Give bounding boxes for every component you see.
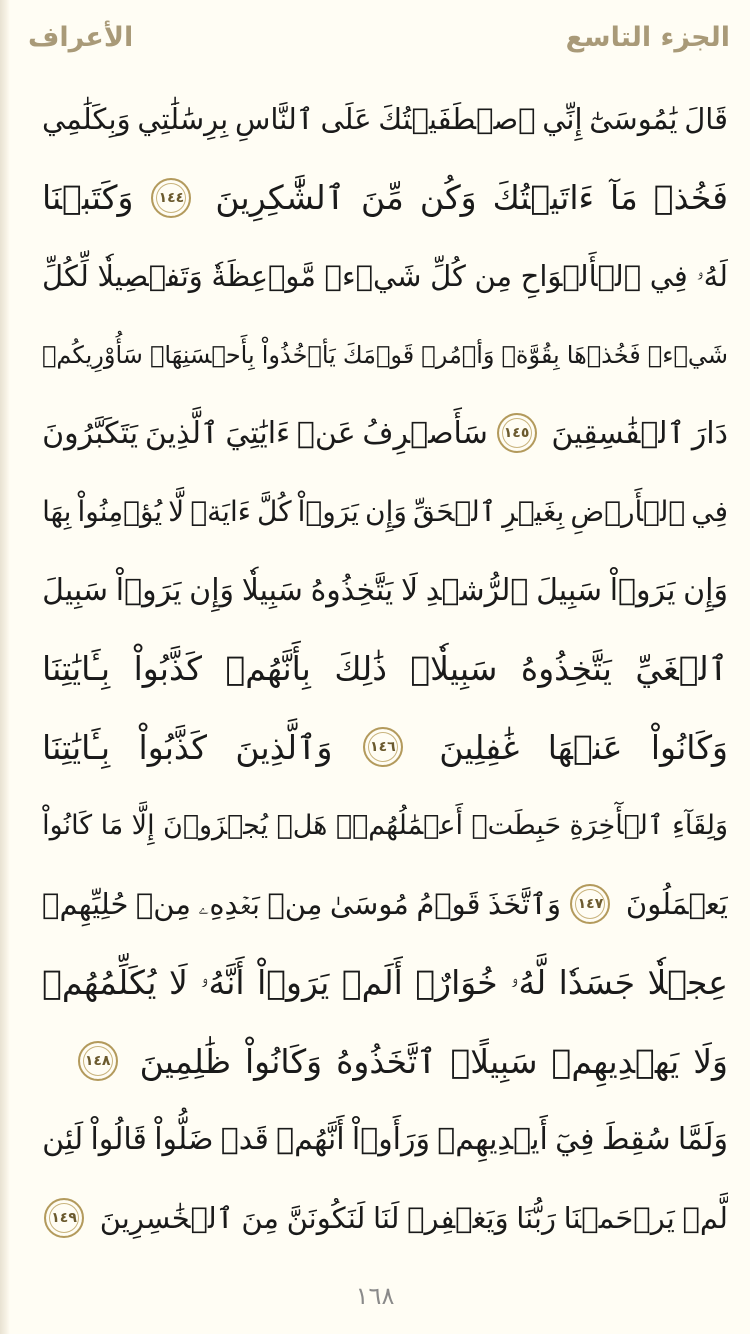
juz-title: الجزء التاسع [565,22,730,53]
verse-word: بِهَا [42,495,72,529]
verse-word: وَلِقَآءِ [672,810,728,842]
verse-line [36,630,728,709]
verse-word: يَتَّخِذُوهُ [520,649,612,689]
verse-word: لَئِن [42,1122,84,1158]
verse-word: فِيٓ [555,1122,595,1158]
verse-word: عَنۡهَا [547,727,623,767]
verse-word: يَٰمُوسَىٰٓ [589,102,678,137]
verse-line [36,787,728,866]
verse-word: سَبِيلَ [536,572,603,608]
verse-word: بَعۡدِهِۦ [198,886,260,921]
mushaf-page[interactable] [36,80,728,1258]
verse-word: ٱلَّذِينَ [144,415,219,451]
verse-line [36,394,728,473]
verse-word: وَإِن [683,572,728,608]
verse-word: كُلِّ [430,259,466,294]
surah-title: الأعراف [28,22,134,53]
verse-word: أَنَّهُۥ [200,962,245,1002]
verse-word: وَرَأَوۡاْ [351,1122,430,1158]
verse-word: عَنۡ [296,415,356,451]
verse-word: سَأُوْرِيكُمۡ [42,340,143,369]
verse-line [36,1179,728,1258]
verse-line [36,237,728,316]
verse-word: ٱلۡأَلۡوَاحِ [520,259,642,294]
verse-word: لِّكُلِّ [42,259,89,294]
verse-word: ٱلۡأٓخِرَةِ [569,810,664,842]
verse-word: يَهۡدِيهِمۡ [551,1041,680,1081]
page-edge-shadow [0,0,10,1334]
verse-word: بِـَٔايَٰتِنَا [42,649,111,689]
verse-line [36,1101,728,1180]
verse-word: قَالَ [684,102,728,137]
verse-word: مِن [474,259,513,294]
verse-word: أَيۡدِيهِمۡ [437,1122,548,1158]
verse-word: ٱلنَّاسِ [234,102,314,137]
verse-word: يَرَوۡاْ [115,572,182,608]
verse-word: وَيَغۡفِرۡ [407,1201,509,1236]
verse-word: كَذَّبُواْ [133,649,202,689]
ayah-number-marker[interactable]: ١٤٩ [44,1198,84,1238]
verse-line [36,316,728,395]
verse-word: ٱلشَّٰكِرِينَ [215,178,345,218]
verse-word: مُوسَىٰ [329,887,409,922]
verse-line [36,551,728,630]
verse-word: وَٱتَّخَذَ [487,887,561,922]
ayah-number-marker[interactable]: ١٤٤ [151,178,191,218]
verse-word: وَإِن [365,495,407,529]
verse-word: يَأۡخُذُواْ [261,340,336,369]
verse-word: ٱلۡأَرۡضِ [570,495,686,529]
verse-word: سَبِيلًاۘ [450,1041,538,1081]
verse-word: لَنَكُونَنَّ [286,1201,366,1236]
verse-word: وَلَمَّا [677,1122,728,1158]
verse-word: بِـَٔايَٰتِنَا [42,727,111,767]
verse-word: وَكُن [419,178,477,218]
verse-word: إِلَّا [131,810,155,842]
verse-word: فِي [649,259,688,294]
verse-word: لَّهُۥ [510,962,547,1002]
verse-word: ءَايَٰتِيَ [225,415,291,451]
verse-word: يَرَوۡاْ [609,572,676,608]
verse-word: رَبُّنَا [516,1201,556,1236]
verse-word: سَبِيلَ [42,572,109,608]
verse-word: ٱصۡطَفَيۡتُكَ [378,102,536,137]
verse-word: يَتَكَبَّرُونَ [42,415,139,451]
verse-word: وَٱلَّذِينَ [235,727,333,767]
verse-word: يَعۡمَلُونَ [625,887,728,922]
verse-word: لَا [400,572,419,608]
verse-word: يَرَوۡاْ [257,963,330,1003]
verse-word: مَآ [610,178,638,218]
verse-word: عَلَى [320,102,372,137]
verse-word: ٱلۡخَٰسِرِينَ [99,1201,234,1236]
verse-word: يَرَوۡاْ [297,495,359,529]
verse-line [36,159,728,238]
verse-word: قَوۡمُ [416,887,481,922]
page-number: ١٦٨ [355,1282,395,1310]
verse-line [36,1022,728,1101]
verse-word: سُقِطَ [601,1122,671,1158]
verse-line [36,708,728,787]
verse-word: سَبِيلٗاۚ [410,649,498,689]
verse-word: ءَاتَيۡتُكَ [492,178,595,218]
verse-word: أَعۡمَٰلُهُمۡۚ [335,810,463,842]
verse-word: لَا [168,963,188,1003]
verse-word: فَخُذۡهَا [566,340,641,369]
verse-word: خُوَارٌۚ [415,963,498,1003]
verse-word: ٱلرُّشۡدِ [425,572,529,608]
verse-word: وَكَانُواْ [650,727,728,767]
verse-word: مِنَ [241,1201,279,1236]
verse-word: قَالُواْ [90,1122,147,1158]
verse-word: غَٰفِلِينَ [439,727,520,767]
verse-word: ٱلۡفَٰسِقِينَ [551,415,686,451]
verse-word: لَهُۥ [696,258,728,293]
verse-word: ٱلۡحَقِّ [413,495,497,529]
verse-word: بِغَيۡرِ [502,495,565,529]
verse-word: حُلِيِّهِمۡ [42,887,129,922]
verse-word: وَبِكَلَٰمِي [42,102,131,137]
verse-word: ظَٰلِمِينَ [139,1041,231,1081]
verse-word: يَتَّخِذُوهُ [310,572,394,608]
verse-word: كَذَّبُواْ [138,727,207,767]
verse-word: جَسَدٗا [558,963,636,1003]
verse-word: فَخُذۡ [653,178,728,218]
verse-word: شَيۡءٖ [324,259,422,294]
verse-word: يَرۡحَمۡنَا [563,1201,675,1236]
verse-word: وَكَتَبۡنَا [42,178,134,218]
verse-word: فِي [691,495,728,529]
verse-word: ءَايَةٖ [190,495,251,529]
verse-word: سَأَصۡرِفُ [362,415,488,451]
page-header [0,0,750,80]
verse-line [36,944,728,1023]
verse-word: لَّمۡ [682,1201,728,1236]
verse-word: مَّوۡعِظَةٗ [211,259,316,294]
verse-word: وَأۡمُرۡ [421,340,495,369]
verse-word: هَلۡ [276,810,328,842]
verse-word: أَلَمۡ [341,963,403,1003]
ayah-number-marker[interactable]: ١٤٥ [497,413,537,453]
verse-word: يُكَلِّمُهُمۡ [42,963,157,1003]
verse-line [36,865,728,944]
verse-word: سَبِيلٗا [241,572,303,608]
ayah-number-marker[interactable]: ١٤٦ [363,727,403,767]
verse-word: وَكَانُواْ [245,1041,323,1081]
verse-word: بِأَنَّهُمۡ [225,649,311,689]
verse-word: مِنۢ [267,887,323,922]
verse-word: إِنِّي [542,102,583,137]
verse-word: بِأَحۡسَنِهَاۚ [149,340,255,369]
verse-word: وَتَفۡصِيلٗا [97,259,203,294]
verse-word: حَبِطَتۡ [471,810,562,842]
verse-word: يُجۡزَوۡنَ [162,810,269,842]
verse-line [36,473,728,552]
verse-word: لَنَا [373,1201,400,1236]
verse-word: بِقُوَّةٖ [501,340,560,369]
verse-word: وَإِن [189,572,235,608]
verse-line [36,80,728,159]
ayah-number-marker[interactable]: ١٤٧ [570,884,610,924]
verse-word: بِرِسَٰلَٰتِي [137,102,229,137]
verse-word: يُؤۡمِنُواْ [77,495,163,529]
verse-word: قَدۡ [220,1122,269,1158]
verse-word: أَنَّهُمۡ [276,1122,345,1158]
verse-word: مِّنَ [361,178,404,218]
verse-word: قَوۡمَكَ [342,340,415,369]
verse-word: مِنۡ [135,887,191,922]
ayah-number-marker[interactable]: ١٤٨ [78,1041,118,1081]
verse-word: ضَلُّواْ [154,1122,214,1158]
verse-word: كَانُواْ [42,810,93,842]
verse-word: ذَٰلِكَ [334,649,387,689]
verse-word: وَلَا [693,1041,728,1081]
verse-word: ٱتَّخَذُوهُ [336,1041,437,1081]
verse-word: دَارَ [691,415,728,451]
verse-word: ٱلۡغَيِّ [635,649,728,689]
verse-word: كُلَّ [256,495,292,529]
verse-word: عِجۡلٗا [647,963,728,1003]
verse-word: مَا [100,810,124,842]
verse-word: شَيۡءٖ [647,340,728,369]
verse-word: لَّا [168,495,185,529]
